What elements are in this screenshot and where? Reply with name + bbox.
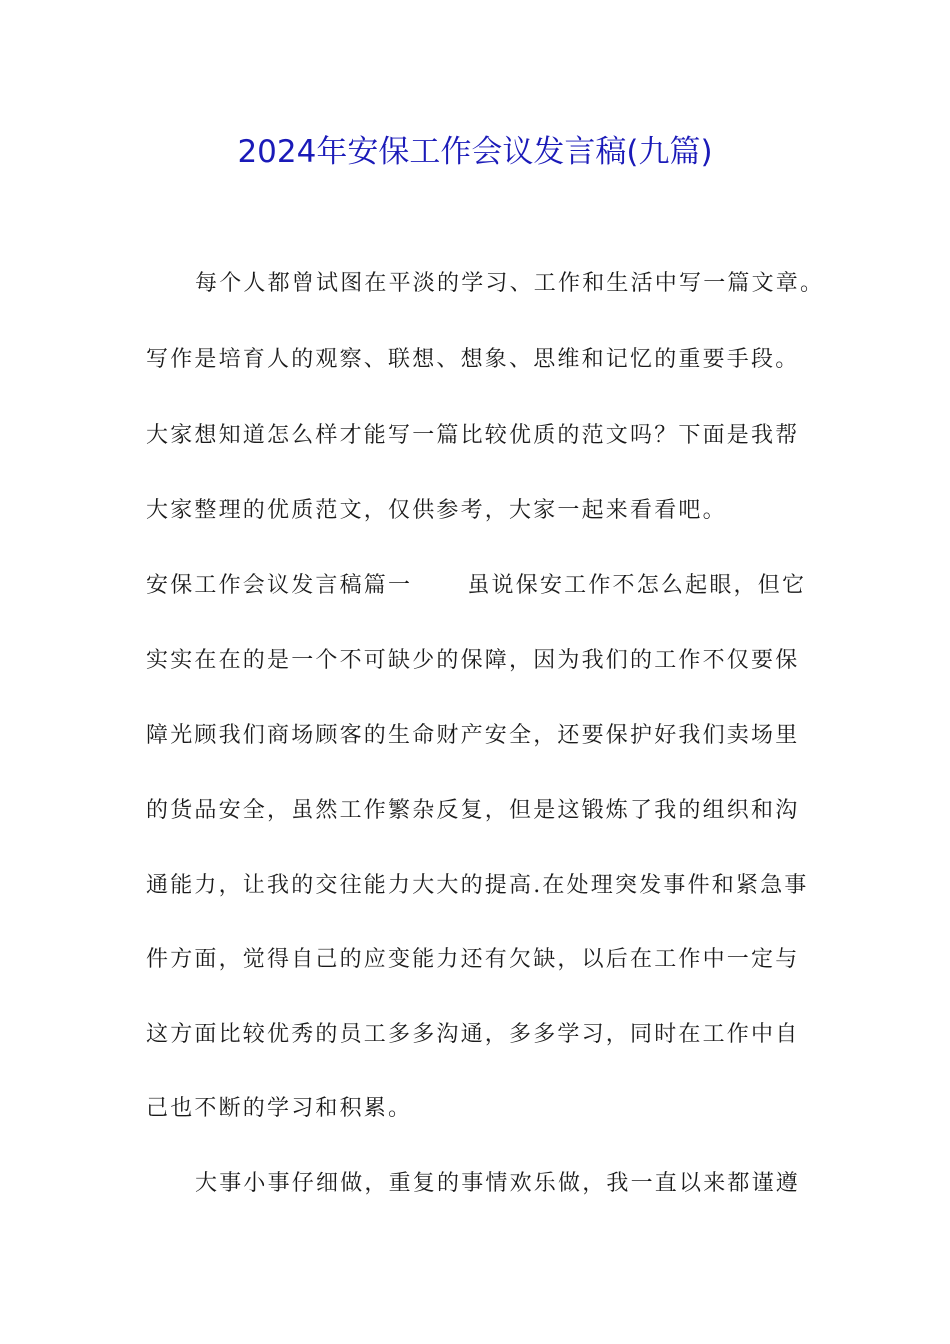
paragraph-line: 实实在在的是一个不可缺少的保障，因为我们的工作不仅要保 [146, 648, 800, 673]
paragraph-line: 的货品安全，虽然工作繁杂反复，但是这锻炼了我的组织和沟 [146, 798, 800, 823]
document-title: 2024年安保工作会议发言稿(九篇) [237, 134, 713, 170]
paragraph-line: 障光顾我们商场顾客的生命财产安全，还要保护好我们卖场里 [146, 723, 800, 748]
paragraph-line: 写作是培育人的观察、联想、想象、思维和记忆的重要手段。 [146, 347, 800, 372]
section-heading-line: 安保工作会议发言稿篇一 虽说保安工作不怎么起眼，但它 [146, 573, 807, 598]
paragraph-line: 己也不断的学习和积累。 [146, 1096, 413, 1121]
paragraph-line: 大家整理的优质范文，仅供参考，大家一起来看看吧。 [146, 498, 727, 523]
paragraph-line: 大事小事仔细做，重复的事情欢乐做，我一直以来都谨遵 [195, 1171, 801, 1196]
paragraph-line: 通能力，让我的交往能力大大的提高.在处理突发事件和紧急事 [146, 873, 809, 898]
paragraph-line: 每个人都曾试图在平淡的学习、工作和生活中写一篇文章。 [195, 271, 825, 296]
paragraph-line: 件方面，觉得自己的应变能力还有欠缺，以后在工作中一定与 [146, 947, 800, 972]
paragraph-line: 大家想知道怎么样才能写一篇比较优质的范文吗？下面是我帮 [146, 423, 800, 448]
paragraph-line: 这方面比较优秀的员工多多沟通，多多学习，同时在工作中自 [146, 1022, 800, 1047]
